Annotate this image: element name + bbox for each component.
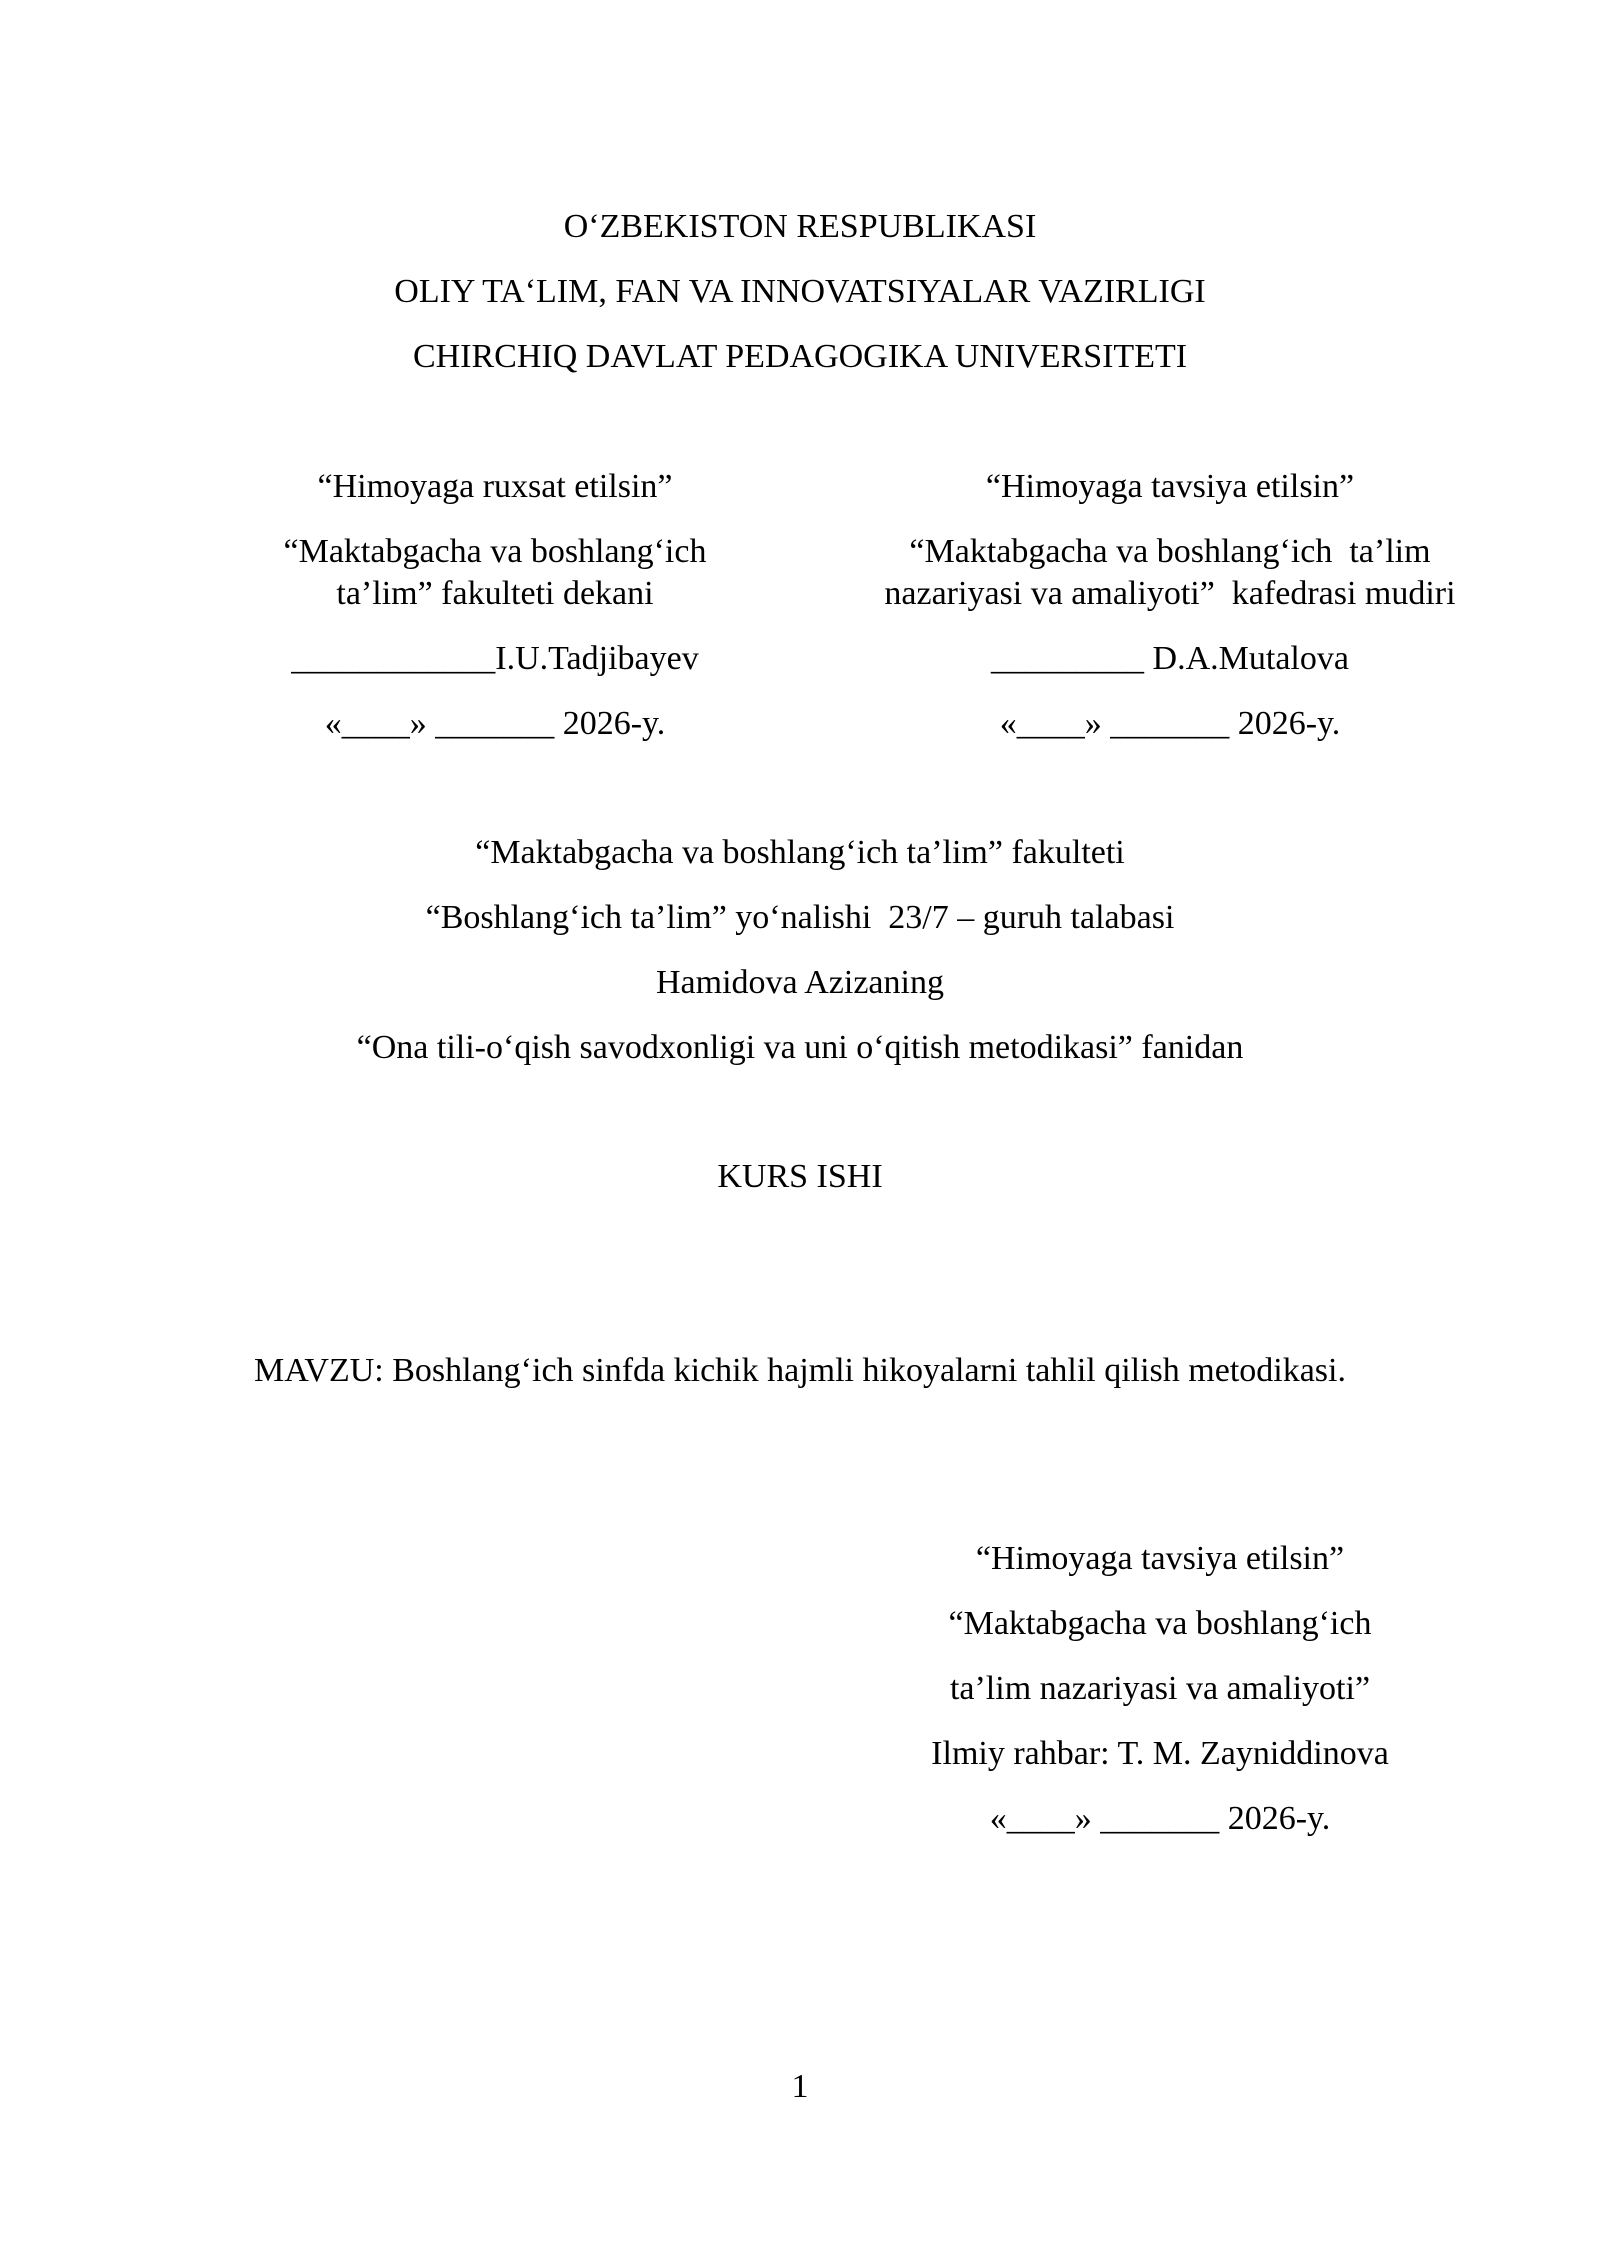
approval-bottom-date: «____» _______ 2026-y. <box>989 1800 1331 1837</box>
approval-right-signature: _________ D.A.Mutalova <box>991 640 1349 677</box>
approval-bottom-supervisor: Ilmiy rahbar: T. M. Zayniddinova <box>931 1735 1389 1772</box>
page-number: 1 <box>791 2068 809 2105</box>
header-country: O‘ZBEKISTON RESPUBLIKASI <box>563 208 1037 245</box>
approval-left-position-1: “Maktabgacha va boshlang‘ich <box>283 533 707 570</box>
approval-left-signature: ____________I.U.Tadjibayev <box>291 640 699 677</box>
approval-left-date: «____» _______ 2026-y. <box>324 705 666 742</box>
student-faculty: “Maktabgacha va boshlang‘ich ta’lim” fakulteti <box>475 834 1125 871</box>
approval-right-date: «____» _______ 2026-y. <box>999 705 1341 742</box>
header-ministry: OLIY TA‘LIM, FAN VA INNOVATSIYALAR VAZIRLIGI <box>394 273 1206 310</box>
header-university: CHIRCHIQ DAVLAT PEDAGOGIKA UNIVERSITETI <box>412 338 1188 375</box>
approval-left-position-2: ta’lim” fakulteti dekani <box>336 575 654 612</box>
approval-bottom-line-1: “Maktabgacha va boshlang‘ich <box>948 1605 1372 1642</box>
approval-right-position-2: nazariyasi va amaliyoti” kafedrasi mudiri <box>884 575 1456 612</box>
student-group: “Boshlang‘ich ta’lim” yo‘nalishi 23/7 – guruh talabasi <box>425 899 1175 936</box>
topic-line: MAVZU: Boshlang‘ich sinfda kichik hajmli hikoyalarni tahlil qilish metodikasi. <box>254 1352 1346 1389</box>
approval-right-position-1: “Maktabgacha va boshlang‘ich ta’lim <box>909 533 1431 570</box>
approval-bottom-line-2: ta’lim nazariyasi va amaliyoti” <box>949 1670 1371 1707</box>
student-name: Hamidova Azizaning <box>656 964 944 1001</box>
work-type-title: KURS ISHI <box>717 1158 883 1195</box>
approval-left-title: “Himoyaga ruxsat etilsin” <box>317 468 673 505</box>
subject-line: “Ona tili-o‘qish savodxonligi va uni o‘qitish metodikasi” fanidan <box>356 1029 1244 1066</box>
approval-right-title: “Himoyaga tavsiya etilsin” <box>985 468 1355 505</box>
approval-bottom-title: “Himoyaga tavsiya etilsin” <box>975 1540 1345 1577</box>
